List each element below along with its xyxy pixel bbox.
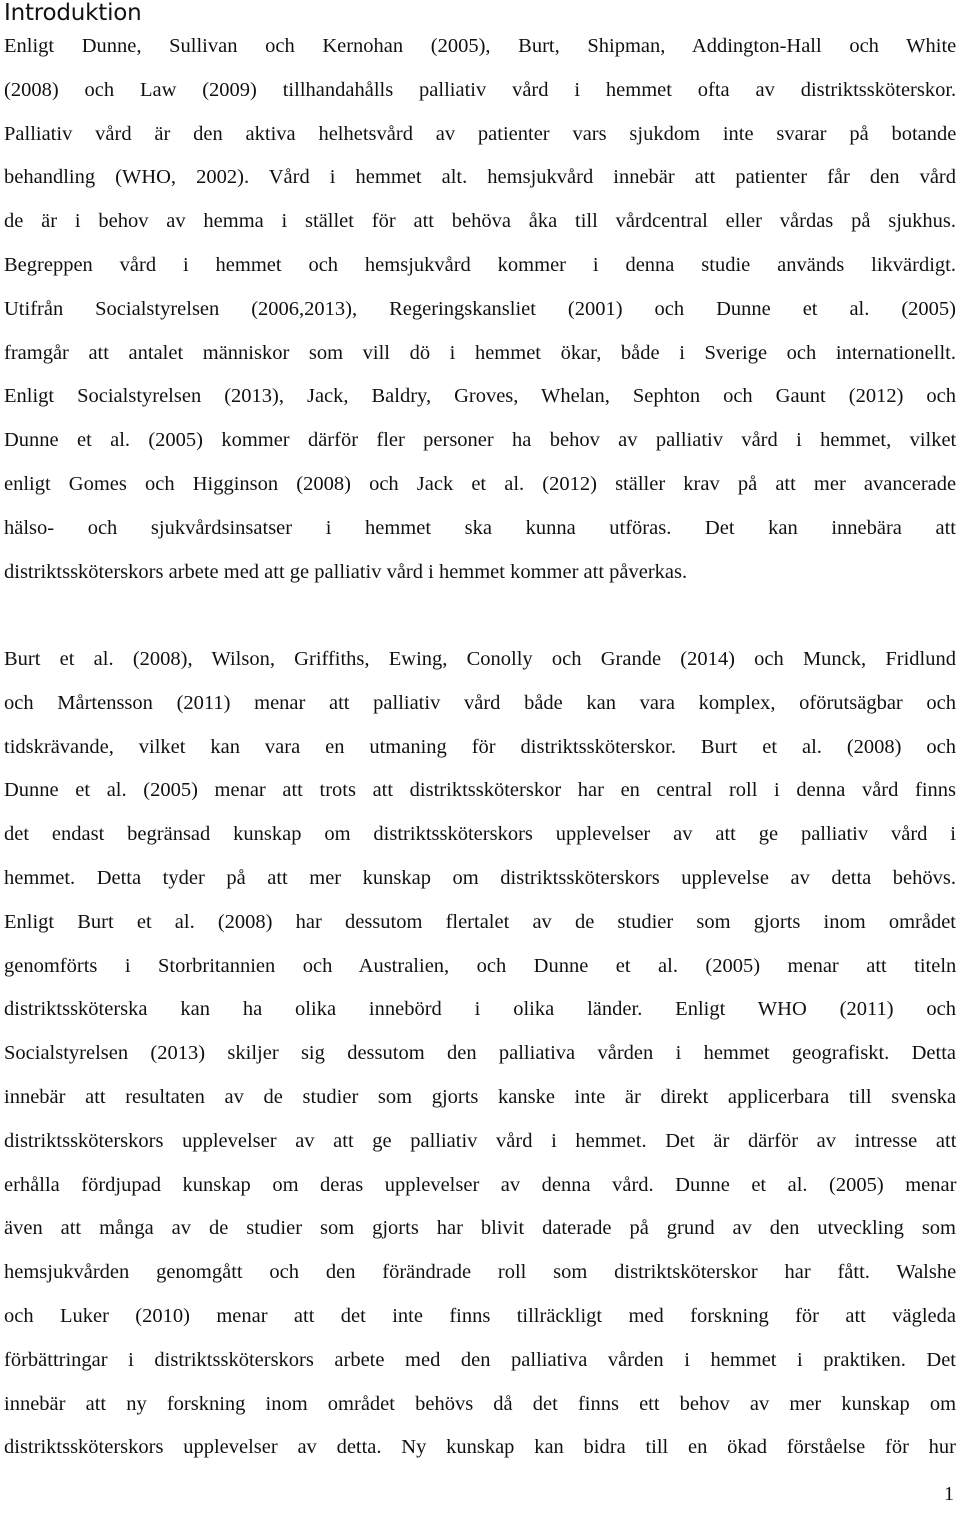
section-heading: Introduktion	[4, 0, 142, 26]
text-line: Enligt Dunne, Sullivan och Kernohan (2005), Burt, Shipman, Addington-Hall och White	[4, 35, 957, 57]
text-line: hemsjukvården genomgått och den förändrade roll som distriktsköterskor har fått. Walshe	[4, 1261, 957, 1284]
text-line: framgår att antalet människor som vill dö i hemmet ökar, både i Sverige och internationellt.	[4, 341, 956, 364]
text-line: Palliativ vård är den aktiva helhetsvård av patienter vars sjukdom inte svarar på botande	[4, 122, 957, 145]
text-line: Dunne et al. (2005) kommer därför fler personer ha behov av palliativ vård i hemmet, vilket	[4, 429, 957, 452]
text-line: det endast begränsad kunskap om distriktssköterskors upplevelser av att ge palliativ vård i	[4, 823, 956, 846]
text-line: och Luker (2010) menar att det inte finns tillräckligt med forskning för att vägleda	[4, 1304, 956, 1327]
text-line: distriktssköterskors upplevelser av detta. Ny kunskap kan bidra till en ökad förståelse för hur	[4, 1436, 956, 1459]
text-line: Socialstyrelsen (2013) skiljer sig dessutom den palliativa vården i hemmet geografiskt. Detta	[4, 1042, 956, 1065]
text-line: och Mårtensson (2011) menar att palliativ vård både kan vara komplex, oförutsägbar och	[4, 691, 956, 714]
text-line: Burt et al. (2008), Wilson, Griffiths, Ewing, Conolly och Grande (2014) och Munck, Fridlund	[4, 648, 956, 670]
text-line: distriktssköterskors arbete med att ge palliativ vård i hemmet kommer att påverkas.	[4, 560, 688, 583]
text-line: genomförts i Storbritannien och Australien, och Dunne et al. (2005) menar att titeln	[4, 954, 957, 977]
text-line: Utifrån Socialstyrelsen (2006,2013), Regeringskansliet (2001) och Dunne et al. (2005)	[4, 297, 956, 320]
text-line: hälso- och sjukvårdsinsatser i hemmet ska kunna utföras. Det kan innebära att	[4, 516, 956, 539]
text-line: hemmet. Detta tyder på att mer kunskap om distriktssköterskors upplevelse av detta behövs.	[4, 866, 956, 889]
paragraph-1	[4, 25, 956, 594]
text-line: distriktssköterska kan ha olika innebörd i olika länder. Enligt WHO (2011) och	[4, 998, 956, 1021]
text-line: erhålla fördjupad kunskap om deras upplevelser av denna vård. Dunne et al. (2005) menar	[4, 1173, 957, 1196]
text-line: Begreppen vård i hemmet och hemsjukvård kommer i denna studie används likvärdigt.	[4, 253, 956, 276]
text-line: tidskrävande, vilket kan vara en utmaning för distriktssköterskor. Burt et al. (2008) och	[4, 735, 956, 758]
text-line: innebär att ny forskning inom området behövs då det finns ett behov av mer kunskap om	[4, 1392, 957, 1415]
text-line: behandling (WHO, 2002). Vård i hemmet alt. hemsjukvård innebär att patienter får den vård	[4, 166, 956, 189]
paragraph-2	[4, 638, 956, 1470]
text-line: enligt Gomes och Higginson (2008) och Jack et al. (2012) ställer krav på att mer avancerade	[4, 472, 957, 495]
text-line: (2008) och Law (2009) tillhandahålls palliativ vård i hemmet ofta av distriktssköterskor.	[4, 78, 957, 101]
text-line: Enligt Burt et al. (2008) har dessutom flertalet av de studier som gjorts inom området	[4, 910, 956, 933]
page-number: 1	[944, 1483, 954, 1505]
text-line: Dunne et al. (2005) menar att trots att distriktssköterskor har en central roll i denna vård finns	[4, 779, 956, 802]
text-line: Enligt Socialstyrelsen (2013), Jack, Baldry, Groves, Whelan, Sephton och Gaunt (2012) och	[4, 385, 956, 408]
text-line: de är i behov av hemma i stället för att behöva åka till vårdcentral eller vårdas på sjukhus.	[4, 210, 956, 233]
text-line: innebär att resultaten av de studier som gjorts kanske inte är direkt applicerbara till svenska	[4, 1085, 957, 1108]
text-line: distriktssköterskors upplevelser av att ge palliativ vård i hemmet. Det är därför av intresse att	[4, 1129, 957, 1152]
text-line: även att många av de studier som gjorts har blivit daterade på grund av den utveckling som	[4, 1217, 956, 1240]
text-line: förbättringar i distriktssköterskors arbete med den palliativa vården i hemmet i praktiken. Det	[4, 1348, 956, 1371]
